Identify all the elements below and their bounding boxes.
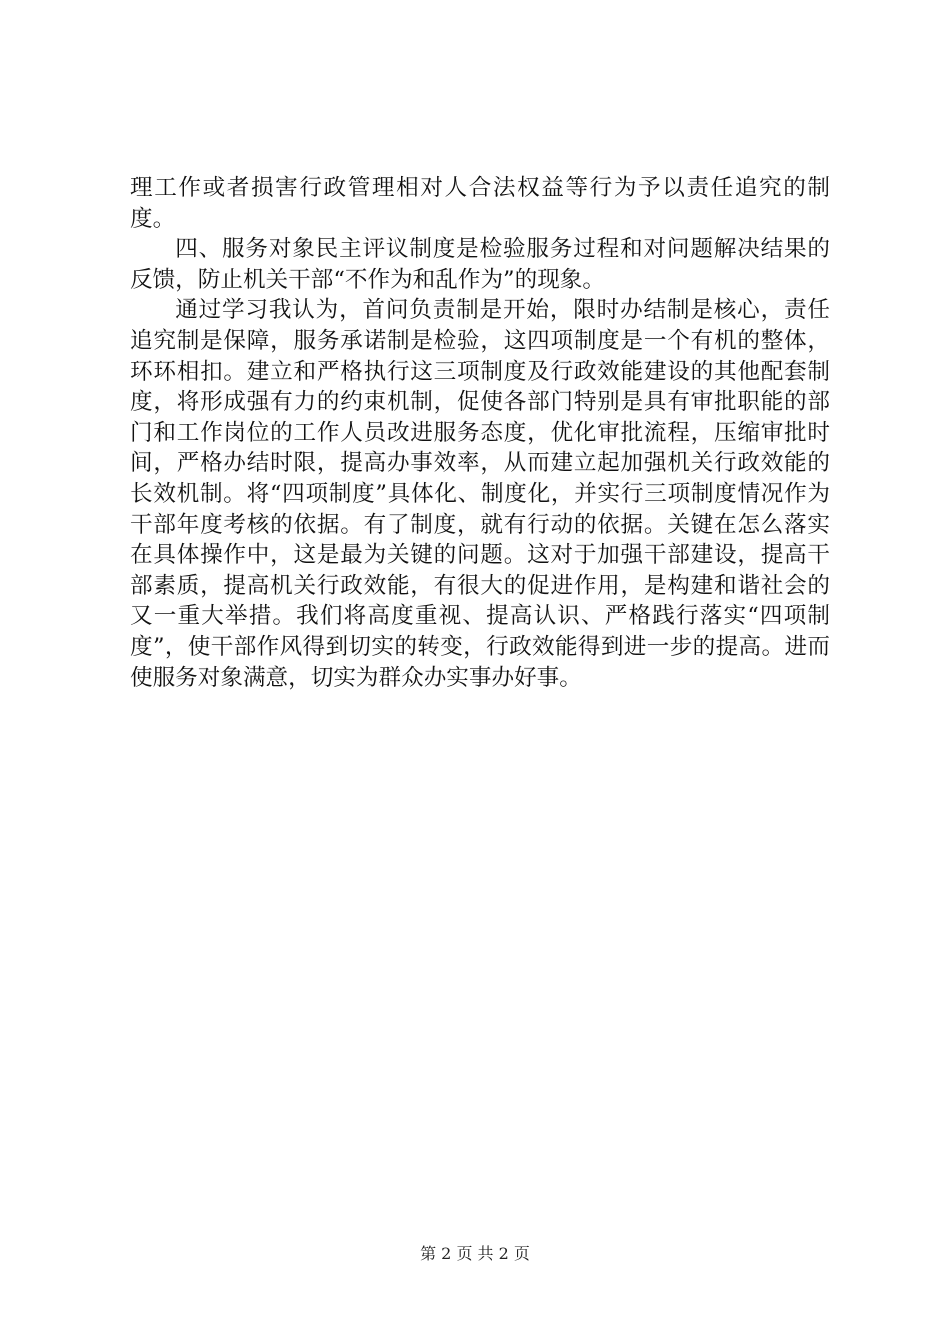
paragraph-continuation: 理工作或者损害行政管理相对人合法权益等行为予以责任追究的制度。 [130,175,830,232]
paragraph-conclusion: 通过学习我认为，首问负责制是开始，限时办结制是核心，责任追究制是保障，服务承诺制是检验，这四项制度是一个有机的整体，环环相扣。建立和严格执行这三项制度及行政效能建设的其他配套制度，将形成强有力的约束机制，促使各部门特别是具有审批职能的部门和工作岗位的工作人员改进服务态度，优化审批流程，压缩审批时间，严格办结时限，提高办事效率，从而建立起加强机关行政效能的长效机制。将“四项制度”具体化、制度化，并实行三项制度情况作为干部年度考核的依据。有了制度，就有行动的依据。关键在怎么落实在具体操作中，这是最为关键的问题。这对于加强干部建设，提高干部素质，提高机关行政效能，有很大的促进作用，是构建和谐社会的又一重大举措。我们将高度重视、提高认识、严格践行落实“四项制度”，使干部作风得到切实的转变，行政效能得到进一步的提高。进而使服务对象满意，切实为群众办实事办好事。 [130,297,830,691]
page-footer: 第 2 页 共 2 页 [420,1244,530,1263]
paragraph-item-four: 四、服务对象民主评议制度是检验服务过程和对问题解决结果的反馈，防止机关干部“不作为和乱作为”的现象。 [130,236,830,293]
document-body [130,173,830,693]
